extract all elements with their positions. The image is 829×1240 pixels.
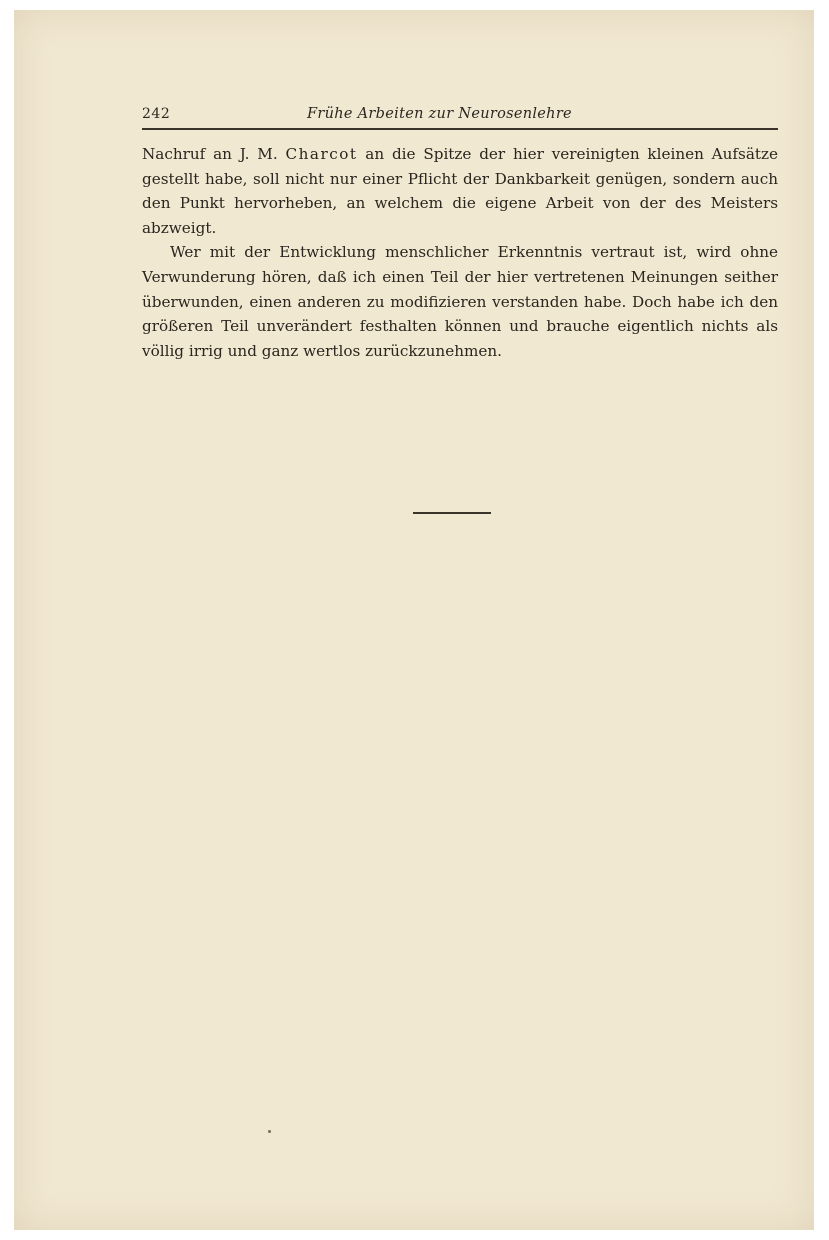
charcot-name: Charcot [285, 145, 358, 163]
body-text [142, 142, 778, 363]
running-title: Frühe Arbeiten zur Neurosenlehre [307, 106, 572, 122]
paragraph-1-rest: an die Spitze der hier vereinigten kleinen Aufsätze gestellt habe, soll nicht nur einer Pflicht der Dankbarkeit genügen, sondern auch den Punkt hervorheben, an welchem die eigene Arbeit von der des Meisters abzweigt. [142, 145, 778, 237]
paragraph-1-start: Nachruf an J. M. [142, 145, 286, 163]
paper-speck [268, 1130, 271, 1133]
page-number: 242 [142, 106, 171, 122]
paragraph-1 [142, 142, 778, 240]
section-end-rule [413, 512, 491, 514]
paragraph-2: Wer mit der Entwicklung menschlicher Erkenntnis vertraut ist, wird ohne Verwunderung hören, daß ich einen Teil der hier vertretenen Meinungen seither überwunden, einen anderen zu modifizieren verstanden habe. Doch habe ich den größeren Teil unverändert festhalten können und brauche eigentlich nichts als völlig irrig und ganz wertlos zurückzunehmen. [142, 243, 778, 360]
header-rule [142, 128, 778, 130]
page-header [142, 104, 778, 128]
